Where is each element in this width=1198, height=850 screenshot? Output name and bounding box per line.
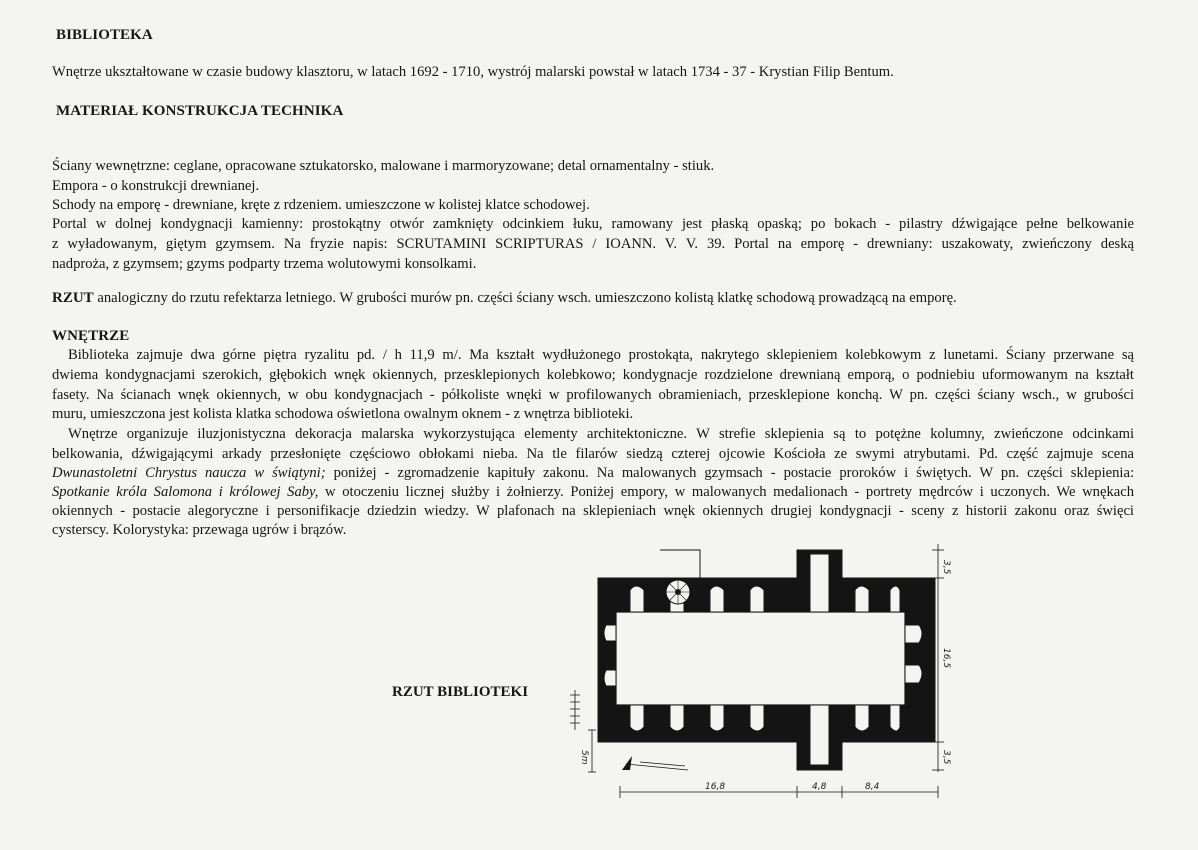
floor-plan: [560, 530, 960, 810]
wnetrze-p1-line-4: muru, umieszczona jest kolista klatka schodowa oświetlona owalnym oknem - z wnętrza biblioteki.: [52, 406, 634, 422]
scale-label: 5m: [579, 750, 589, 765]
wnetrze-p2-line-1: Wnętrze organizuje iluzjonistyczna dekoracja malarska wykorzystująca elementy architektoniczne. W strefie sklepienia są to potężne kolumny, zwieńczone odcinkami: [68, 426, 1134, 442]
material-line-1: Ściany wewnętrzne: ceglane, opracowane sztukatorsko, malowane i marmoryzowane; detal ornamentalny - stiuk.: [52, 158, 715, 174]
wnetrze-p1-line-1: Biblioteka zajmuje dwa górne piętra ryzalitu pd. / h 11,9 m/. Ma kształt wydłużonego prostokąta, nakrytego sklepieniem kolebkowym z lunetami. Ściany przerwane są: [68, 347, 1134, 363]
dim-bottom-3: 8,4: [865, 782, 880, 792]
wnetrze-p2-line-5: okiennych - postacie alegoryczne i personifikacje dziedzin wiedzy. W plafonach na sklepieniach wnęk okiennych drugiej kondygnacji - sceny z historii zakonu oraz święci: [52, 503, 1134, 519]
portal-line-1: Portal w dolnej kondygnacji kamienny: prostokątny otwór zamknięty odcinkiem łuku, ramowany jest płaską opaską; po bokach - pilastry dźwigające pełne belkowanie: [52, 216, 1134, 232]
heading-biblioteka: BIBLIOTEKA: [56, 27, 153, 43]
rzut-label: RZUT: [52, 290, 94, 306]
dim-right-2: 16,5: [941, 648, 951, 669]
wnetrze-p2-line-3: Dwunastoletni Chrystus naucza w świątyni; poniżej - zgromadzenie kapituły zakonu. Na malowanych gzymsach - postacie proroków i świętych. W pn. części sklepienia:: [52, 465, 1134, 481]
portal-line-3: nadproża, z gzymsem; gzyms podparty trzema wolutowymi konsolkami.: [52, 256, 477, 272]
plan-caption: RZUT BIBLIOTEKI: [392, 684, 529, 700]
rzut-paragraph: [52, 290, 957, 307]
wnetrze-p2-line-2: belkowania, dźwigającymi arkady przesłonięte częściowo obłokami nieba. Na tle filarów siedzą czterej ojcowie Kościoła ze swymi atrybutami. Pd. część zajmuje scena: [52, 446, 1134, 462]
wnetrze-p1-line-3: fasety. Na ścianach wnęk okiennych, w obu kondygnacjach - półkoliste wnęki w profilowanych obramieniach, przesklepione konchą. W pn. części ściany wsch., w grubości: [52, 387, 1134, 403]
wnetrze-p2-line-4: Spotkanie króla Salomona i królowej Saby, w otoczeniu licznej służby i żołnierzy. Poniżej empory, w malowanych medalionach - portrety mędrców i uczonych. We wnękach: [52, 484, 1134, 500]
material-line-3: Schody na emporę - drewniane, kręte z rdzeniem. umieszczone w kolistej klatce schodowej.: [52, 197, 590, 213]
dim-right-1: 3,5: [941, 560, 951, 575]
scene-title-chrystus: Dwunastoletni Chrystus naucza w świątyni;: [52, 465, 326, 481]
rzut-text: analogiczny do rzutu refektarza letniego. W grubości murów pn. części ściany wsch. umieszczono kolistą klatkę schodową prowadzącą na emporę.: [93, 290, 957, 306]
north-arrow-icon: [622, 756, 688, 770]
heading-wnetrze: WNĘTRZE: [52, 328, 130, 344]
dim-bottom-2: 4,8: [812, 782, 827, 792]
material-line-2: Empora - o konstrukcji drewnianej.: [52, 178, 260, 194]
scene-title-salomon: Spotkanie króla Salomona i królowej Saby,: [52, 484, 319, 500]
portal-line-2: z wyładowanym, giętym gzymsem. Na fryzie napis: SCRUTAMINI SCRIPTURAS / IOANN. V. V. 39. Portal na emporę - drewniany: uszakowaty, zwieńczony deską: [52, 236, 1134, 252]
dim-bottom-1: 16,8: [705, 782, 726, 792]
floor-plan-drawing: [560, 530, 960, 810]
wnetrze-p1-line-2: dwiema kondygnacjami szerokich, głębokich wnęk okiennych, przesklepionych kolebkowo; kondygnacje rozdzielone drewnianą emporą, o podniebiu uformowanym na kształt: [52, 367, 1134, 383]
wnetrze-p2-line-6: cysterscy. Kolorystyka: przewaga ugrów i brązów.: [52, 522, 347, 538]
dim-right-3: 3,5: [941, 750, 951, 765]
heading-material: MATERIAŁ KONSTRUKCJA TECHNIKA: [56, 103, 344, 119]
intro-text: Wnętrze ukształtowane w czasie budowy klasztoru, w latach 1692 - 1710, wystrój malarski powstał w latach 1734 - 37 - Krystian Filip Bentum.: [52, 64, 894, 80]
